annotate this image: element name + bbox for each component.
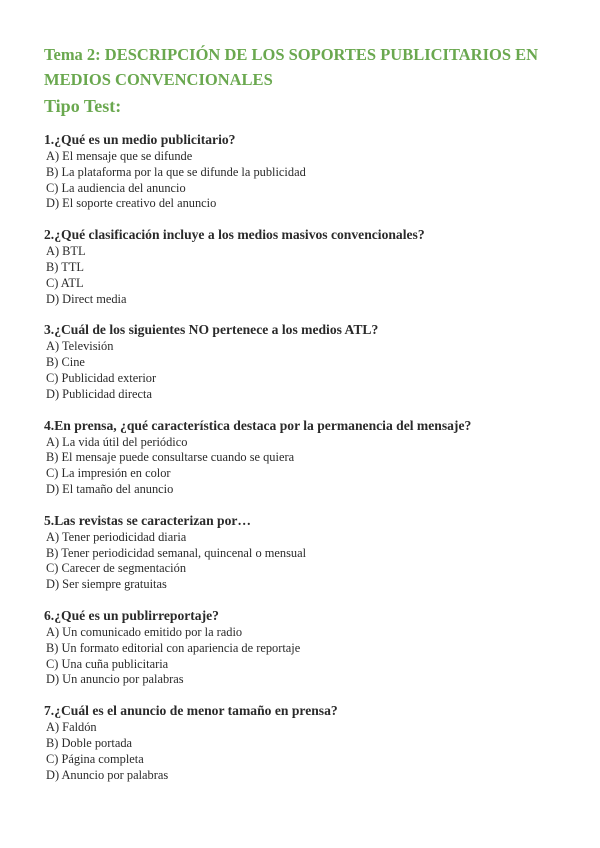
option-c: C) Publicidad exterior — [46, 370, 157, 385]
option-a: A) El mensaje que se difunde — [46, 149, 193, 163]
option-b: B) Cine — [46, 355, 85, 370]
option-c: C) La audiencia del anuncio — [46, 180, 186, 195]
document-title — [44, 42, 560, 92]
option-c: C) Carecer de segmentación — [46, 561, 187, 576]
option-b: B) TTL — [46, 259, 84, 274]
option-d: D) Ser siempre gratuitas — [46, 577, 167, 592]
option-b: B) Un formato editorial con apariencia de reportaje — [46, 640, 301, 655]
option-d: D) Un anuncio por palabras — [46, 672, 184, 687]
question-text: 4.En prensa, ¿qué característica destaca por la permanencia del mensaje? — [44, 417, 472, 433]
option-c: C) Página completa — [46, 751, 144, 766]
option-d: D) El tamaño del anuncio — [46, 481, 174, 496]
question-text: 3.¿Cuál de los siguientes NO pertenece a los medios ATL? — [44, 322, 379, 338]
question-text: 1.¿Qué es un medio publicitario? — [44, 132, 236, 147]
option-a: A) Faldón — [46, 720, 97, 735]
option-d: D) Publicidad directa — [46, 386, 152, 401]
option-b: B) La plataforma por la que se difunde la publicidad — [46, 164, 306, 179]
document-title-line1: Tema 2: DESCRIPCIÓN DE LOS SOPORTES PUBLICITARIOS EN — [44, 45, 539, 64]
option-a: A) Televisión — [46, 339, 114, 354]
question-3 — [44, 321, 560, 402]
option-b: B) Tener periodicidad semanal, quincenal o mensual — [46, 545, 307, 560]
question-text: 6.¿Qué es un publirreportaje? — [44, 607, 219, 623]
document-title-line2: MEDIOS CONVENCIONALES — [44, 70, 273, 89]
option-b: B) Doble portada — [46, 735, 133, 750]
question-text: 5.Las revistas se caracterizan por… — [44, 512, 252, 528]
option-a: A) Tener periodicidad diaria — [46, 529, 187, 544]
option-d: D) Anuncio por palabras — [46, 767, 169, 782]
option-c: C) La impresión en color — [46, 466, 171, 481]
question-1 — [44, 131, 560, 212]
question-5 — [44, 512, 560, 593]
question-6 — [44, 607, 560, 688]
section-title: Tipo Test: — [44, 96, 122, 116]
option-a: A) La vida útil del periódico — [46, 434, 188, 449]
question-text: 7.¿Cuál es el anuncio de menor tamaño en prensa? — [44, 703, 338, 719]
option-d: D) El soporte creativo del anuncio — [46, 196, 217, 211]
question-list — [44, 131, 560, 783]
option-b: B) El mensaje puede consultarse cuando se quiera — [46, 450, 295, 465]
question-text: 2.¿Qué clasificación incluye a los medios masivos convencionales? — [44, 227, 425, 243]
question-4 — [44, 417, 560, 498]
question-2 — [44, 226, 560, 307]
question-7 — [44, 702, 560, 783]
option-a: A) BTL — [46, 244, 86, 259]
option-d: D) Direct media — [46, 291, 127, 306]
option-a: A) Un comunicado emitido por la radio — [46, 624, 243, 639]
option-c: C) ATL — [46, 275, 84, 290]
option-c: C) Una cuña publicitaria — [46, 656, 169, 671]
